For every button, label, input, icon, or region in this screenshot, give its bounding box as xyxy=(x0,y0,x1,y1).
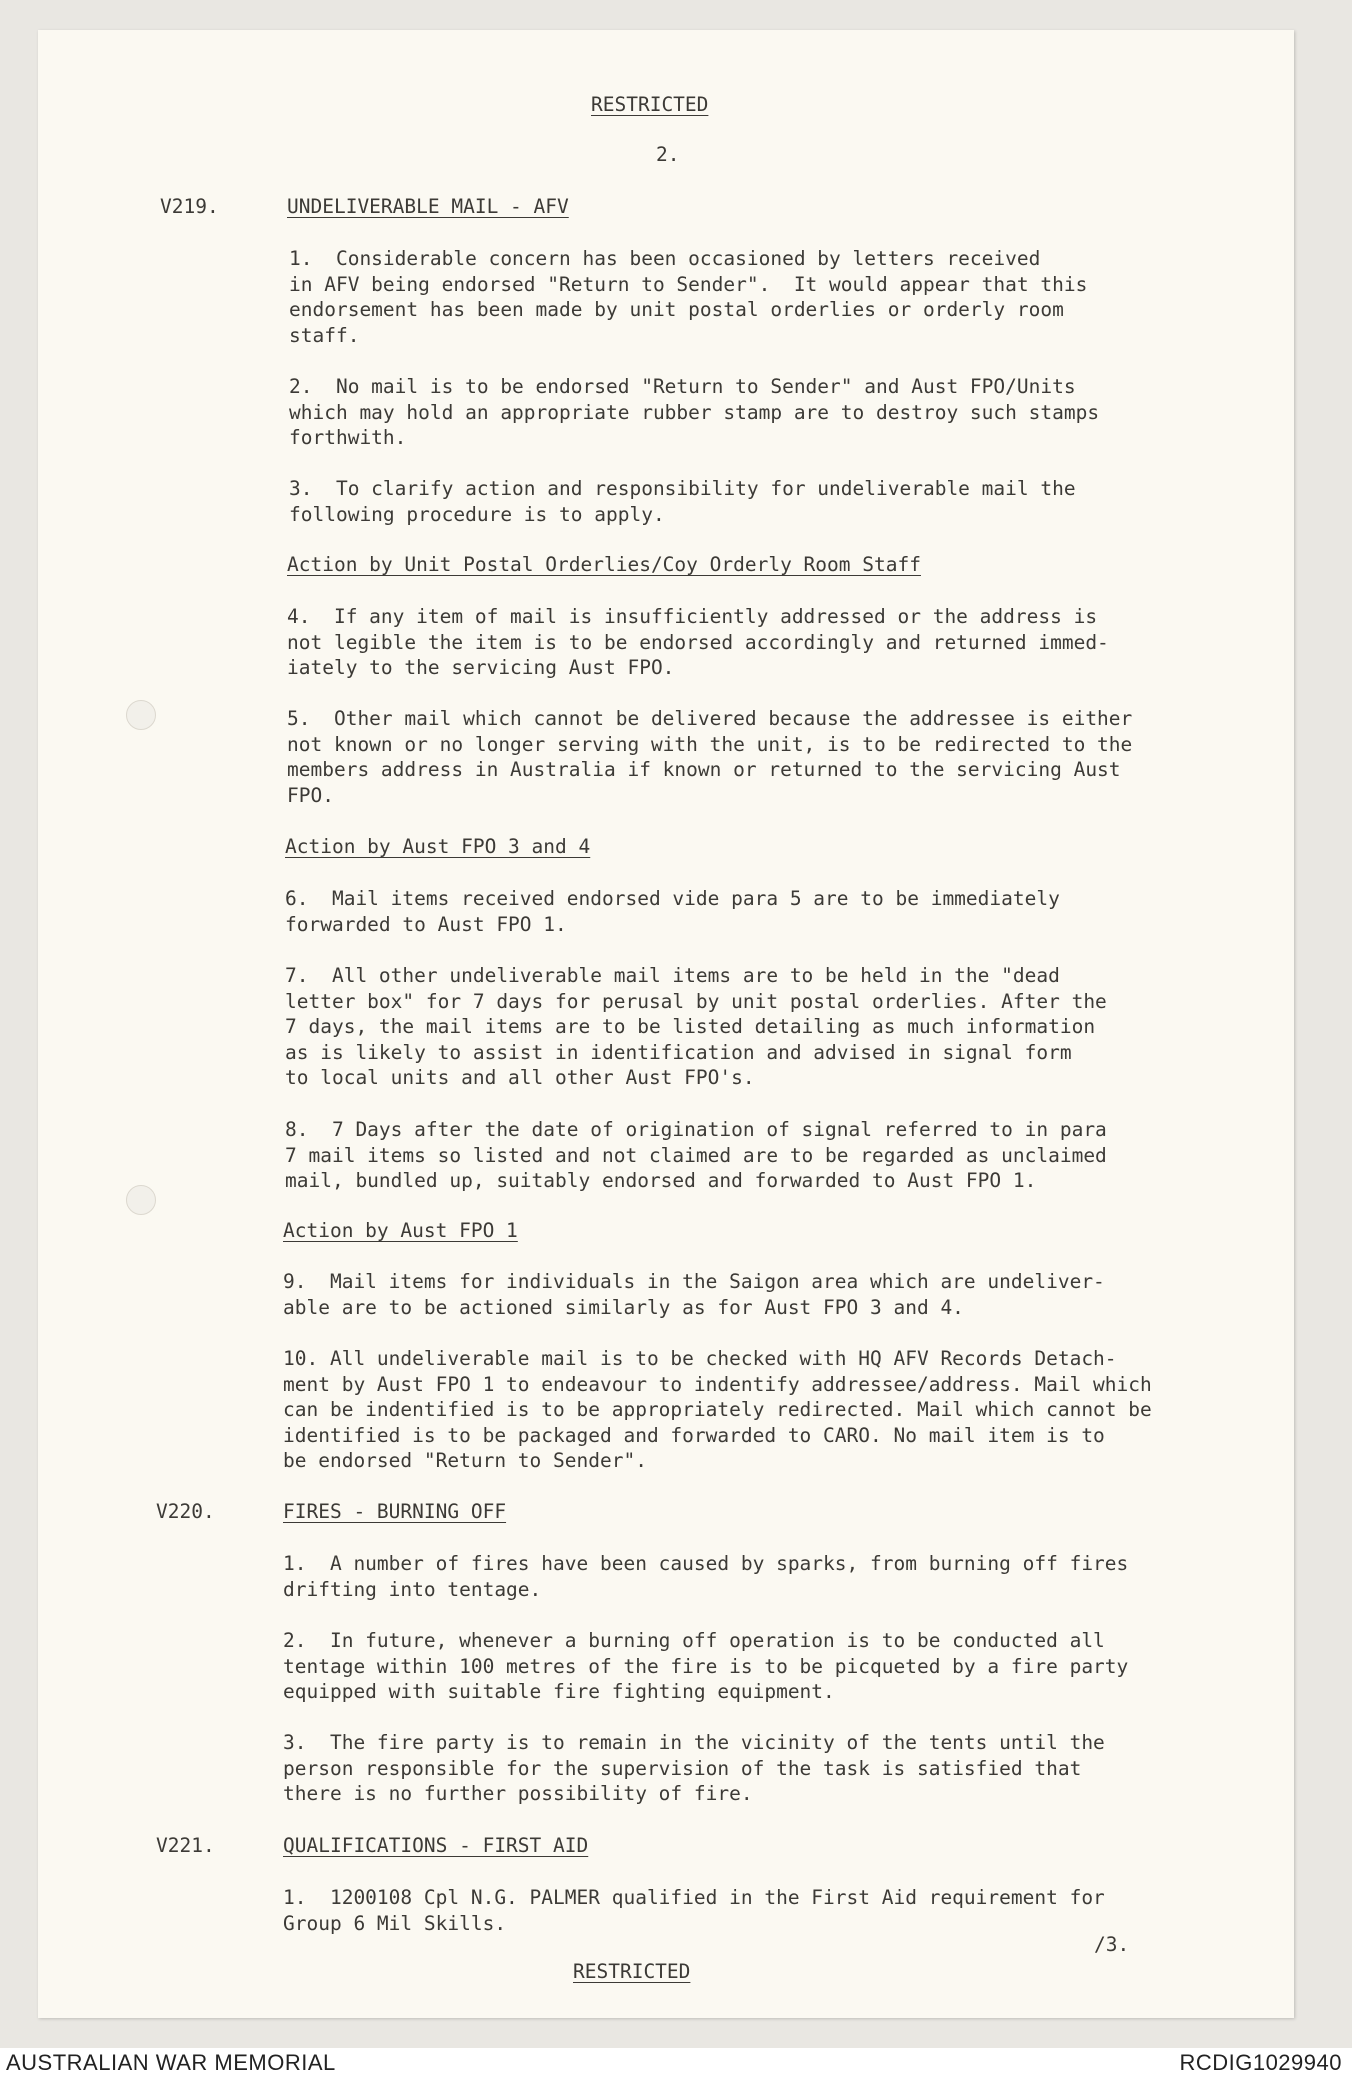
paragraph: 1. A number of fires have been caused by sparks, from burning off fires drifting into tentage. xyxy=(283,1552,1129,1601)
continuation-mark: /3. xyxy=(1094,1933,1130,1956)
punch-hole xyxy=(126,1185,156,1215)
document-page xyxy=(38,30,1294,2018)
paragraph: 5. Other mail which cannot be delivered because the addressee is either not known or no longer serving with the unit, is to be redirected to the members address in Australia if known or returned to the servicing Aust FPO. xyxy=(287,707,1133,807)
footer-record-id: RCDIG1029940 xyxy=(1179,2050,1342,2075)
paragraph: 10. All undeliverable mail is to be checked with HQ AFV Records Detach- ment by Aust FPO 1 to endeavour to indentify addressee/address. Mail which can be indentified is to be appropriately redirected. Mail which cannot be identified is to be packaged and forwarded to CARO. No mail item is to be endorsed "Return to Sender". xyxy=(283,1347,1152,1472)
subheading-aust-fpo-3-4: Action by Aust FPO 3 and 4 xyxy=(285,835,591,858)
classification-bottom: RESTRICTED xyxy=(573,1960,691,1983)
paragraph: 6. Mail items received endorsed vide para 5 are to be immediately forwarded to Aust FPO 1. xyxy=(285,887,1060,936)
classification-top: RESTRICTED xyxy=(591,93,709,116)
paragraph: 4. If any item of mail is insufficiently addressed or the address is not legible the item is to be endorsed accordingly and returned immed- iately to the servicing Aust FPO. xyxy=(287,605,1109,679)
paragraph: 3. The fire party is to remain in the vicinity of the tents until the person responsible for the supervision of the task is satisfied that there is no further possibility of fire. xyxy=(283,1731,1105,1805)
paragraph: 2. In future, whenever a burning off operation is to be conducted all tentage within 100 metres of the fire is to be picqueted by a fire party equipped with suitable fire fighting equipment. xyxy=(283,1629,1129,1703)
paragraph: 2. No mail is to be endorsed "Return to Sender" and Aust FPO/Units which may hold an appropriate rubber stamp are to destroy such stamps forthwith. xyxy=(289,375,1100,449)
page-number: 2. xyxy=(656,143,680,166)
footer-archive-name: AUSTRALIAN WAR MEMORIAL xyxy=(6,2050,336,2075)
paragraph: 8. 7 Days after the date of origination of signal referred to in para 7 mail items so listed and not claimed are to be regarded as unclaimed mail, bundled up, suitably endorsed and forwarded to Aust FPO 1. xyxy=(285,1118,1107,1192)
section-heading-fires: FIRES - BURNING OFF xyxy=(283,1500,507,1523)
paragraph: 9. Mail items for individuals in the Saigon area which are undeliver- able are to be actioned similarly as for Aust FPO 3 and 4. xyxy=(283,1270,1105,1319)
section-code-v221: V221. xyxy=(156,1834,215,1857)
section-heading-qualifications: QUALIFICATIONS - FIRST AID xyxy=(283,1834,589,1857)
section-code-v219: V219. xyxy=(160,195,219,218)
punch-hole xyxy=(126,700,156,730)
subheading-aust-fpo-1: Action by Aust FPO 1 xyxy=(283,1219,518,1242)
paragraph: 7. All other undeliverable mail items are to be held in the "dead letter box" for 7 days for perusal by unit postal orderlies. After the 7 days, the mail items are to be listed detailing as much information as is likely to assist in identification and advised in signal form to local units and all other Aust FPO's. xyxy=(285,964,1107,1089)
paragraph: 1. Considerable concern has been occasioned by letters received in AFV being endorsed "Return to Sender". It would appear that this endorsement has been made by unit postal orderlies or orderly room staff. xyxy=(289,247,1088,347)
paragraph: 3. To clarify action and responsibility for undeliverable mail the following procedure is to apply. xyxy=(289,477,1076,526)
section-code-v220: V220. xyxy=(156,1500,215,1523)
paragraph: 1. 1200108 Cpl N.G. PALMER qualified in the First Aid requirement for Group 6 Mil Skills. xyxy=(283,1886,1105,1935)
section-heading-undeliverable-mail: UNDELIVERABLE MAIL - AFV xyxy=(287,195,569,218)
subheading-unit-postal-orderlies: Action by Unit Postal Orderlies/Coy Orderly Room Staff xyxy=(287,553,921,576)
